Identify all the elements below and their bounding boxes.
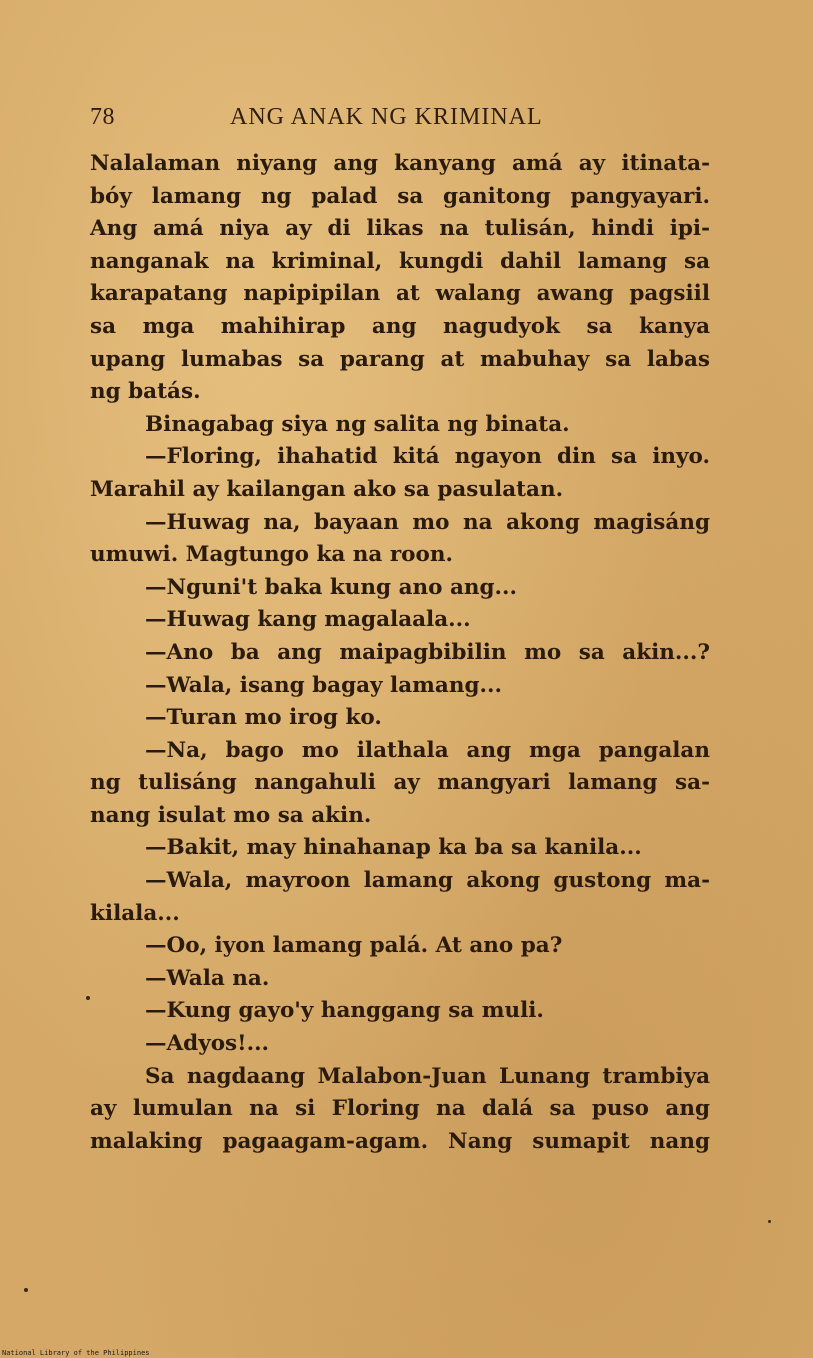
text-line: ay lumulan na si Floring na dalá sa puso ang: [90, 1096, 710, 1122]
paper-speck: [768, 1220, 771, 1223]
text-line: sa mga mahihirap ang nagudyok sa kanya: [90, 313, 710, 339]
text-line: bóy lamang ng palad sa ganitong pangyayari.: [90, 183, 710, 209]
text-line: —Ano ba ang maipagbibilin mo sa akin...?: [145, 639, 710, 665]
text-line: karapatang napipipilan at walang awang pagsiil: [90, 281, 710, 307]
text-line: —Na, bago mo ilathala ang mga pangalan: [145, 737, 710, 763]
text-line: umuwi. Magtungo ka na roon.: [90, 542, 453, 568]
text-line: —Bakit, may hinahanap ka ba sa kanila...: [145, 835, 642, 861]
running-title: ANG ANAK NG KRIMINAL: [230, 104, 543, 130]
text-line: —Wala, mayroon lamang akong gustong ma-: [145, 868, 710, 894]
library-credit: National Library of the Philippines: [2, 1349, 150, 1357]
text-line: nanganak na kriminal, kungdi dahil lamang sa: [90, 248, 710, 274]
text-line: upang lumabas sa parang at mabuhay sa labas: [90, 346, 710, 372]
page-number: 78: [90, 104, 115, 130]
text-line: ng batás.: [90, 379, 201, 405]
text-line: —Huwag kang magalaala...: [145, 607, 471, 633]
text-line: —Wala na.: [145, 965, 270, 991]
text-line: —Floring, ihahatid kitá ngayon din sa inyo.: [145, 444, 710, 470]
text-line: —Turan mo irog ko.: [145, 705, 382, 731]
text-line: nang isulat mo sa akin.: [90, 802, 372, 828]
text-line: —Nguni't baka kung ano ang...: [145, 574, 518, 600]
text-line: Sa nagdaang Malabon-Juan Lunang trambiya: [145, 1063, 710, 1089]
body-text: [90, 148, 710, 1158]
text-line: ng tulisáng nangahuli ay mangyari lamang sa-: [90, 770, 710, 796]
text-line: —Oo, iyon lamang palá. At ano pa?: [145, 933, 563, 959]
text-line: kilala...: [90, 900, 180, 926]
text-line: —Wala, isang bagay lamang...: [145, 672, 502, 698]
text-line: —Kung gayo'y hanggang sa muli.: [145, 998, 544, 1024]
text-line: malaking pagaagam-agam. Nang sumapit nang: [90, 1128, 710, 1154]
text-line: Binagabag siya ng salita ng binata.: [145, 411, 570, 437]
text-line: —Huwag na, bayaan mo na akong magisáng: [145, 509, 710, 535]
paper-speck: [24, 1288, 28, 1292]
text-line: Ang amá niya ay di likas na tulisán, hindi ipi-: [90, 216, 710, 242]
paper-speck: [86, 996, 90, 1000]
text-line: Marahil ay kailangan ako sa pasulatan.: [90, 476, 564, 502]
text-line: —Adyos!...: [145, 1031, 270, 1057]
page-header: [90, 104, 650, 136]
text-line: Nalalaman niyang ang kanyang amá ay itinata-: [90, 151, 710, 176]
